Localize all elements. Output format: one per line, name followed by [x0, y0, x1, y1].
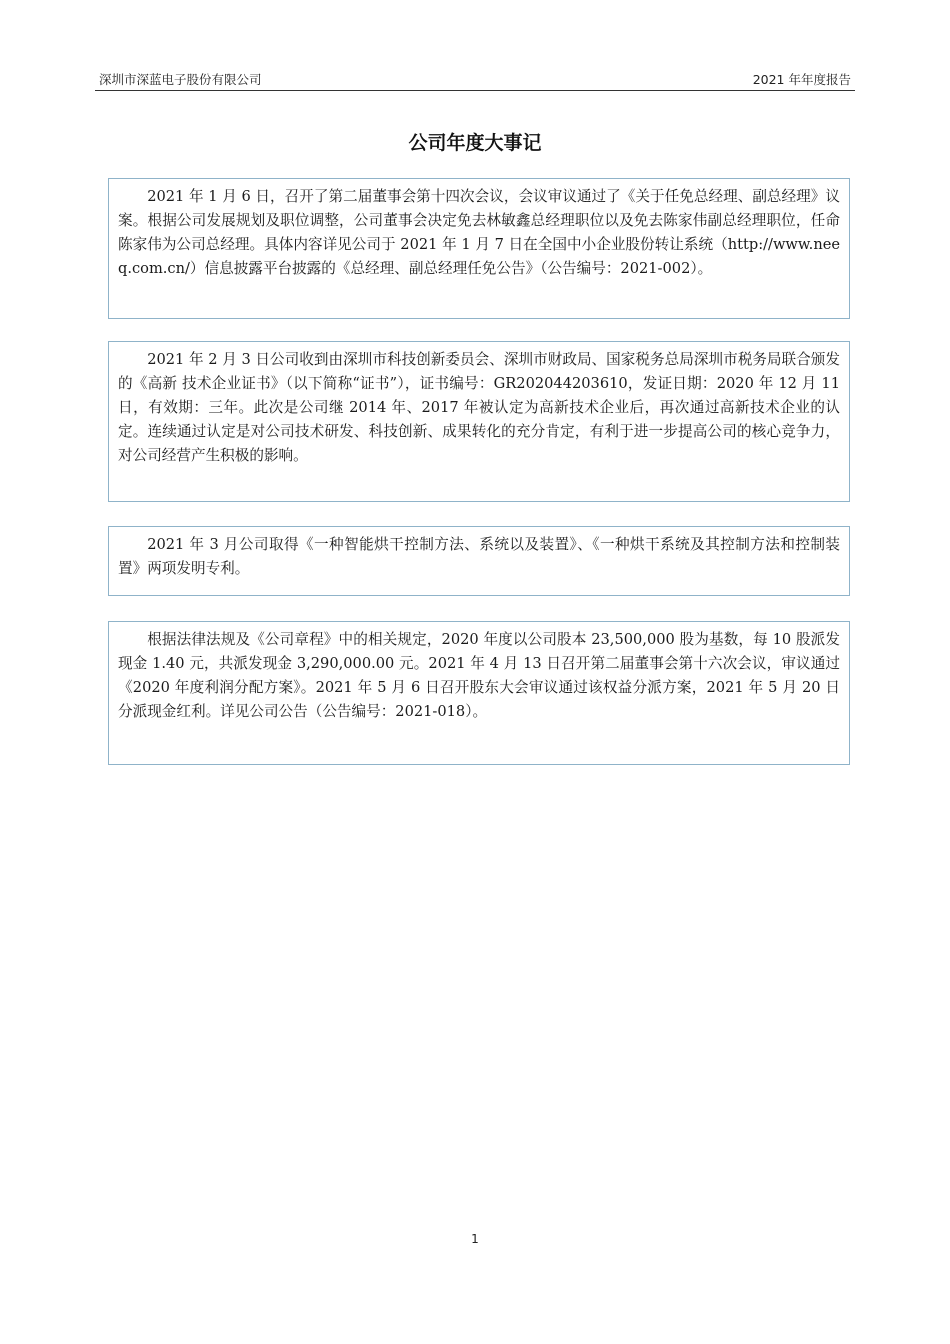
event-box-high-tech-certificate: 2021 年 2 月 3 日公司收到由深圳市科技创新委员会、深圳市财政局、国家税务总局深圳市税务局联合颁发的《高新 技术企业证书》（以下简称“证书”），证书编号：GR202044203610，发证日期：2020 年 12 月 11 日，有效期：三年。此次是公司继 2014 年、2017 年被认定为高新技术企业后，再次通过高新技术企业的认定。连续通过认定是对公司技术研发、科技创新、成果转化的充分肯定，有利于进一步提高公司的核心竞争力，对公司经营产生积极的影响。: [108, 341, 850, 502]
header-company-name: 深圳市深蓝电子股份有限公司: [99, 72, 262, 87]
page-title: 公司年度大事记: [408, 132, 542, 154]
event-box-patents: 2021 年 3 月公司取得《一种智能烘干控制方法、系统以及装置》、《一种烘干系统及其控制方法和控制装置》两项发明专利。: [108, 526, 850, 596]
page-header: [95, 68, 855, 91]
page-number: 1: [471, 1232, 479, 1246]
header-report-title: 2021 年年度报告: [752, 72, 851, 87]
event-box-board-meeting: 2021 年 1 月 6 日，召开了第二届董事会第十四次会议，会议审议通过了《关于任免总经理、副总经理》议案。根据公司发展规划及职位调整，公司董事会决定免去林敏鑫总经理职位以及免去陈家伟副总经理职位，任命陈家伟为公司总经理。具体内容详见公司于 2021 年 1 月 7 日在全国中小企业股份转让系统（http://www.neeq.com.cn/）信息披露平台披露的《总经理、副总经理任免公告》（公告编号：2021-002）。: [108, 178, 850, 319]
event-box-profit-distribution: 根据法律法规及《公司章程》中的相关规定，2020 年度以公司股本 23,500,000 股为基数，每 10 股派发现金 1.40 元，共派发现金 3,290,000.00 元。2021 年 4 月 13 日召开第二届董事会第十六次会议，审议通过《2020 年度利润分配方案》。2021 年 5 月 6 日召开股东大会审议通过该权益分派方案，2021 年 5 月 20 日分派现金红利。详见公司公告（公告编号：2021-018）。: [108, 621, 850, 765]
